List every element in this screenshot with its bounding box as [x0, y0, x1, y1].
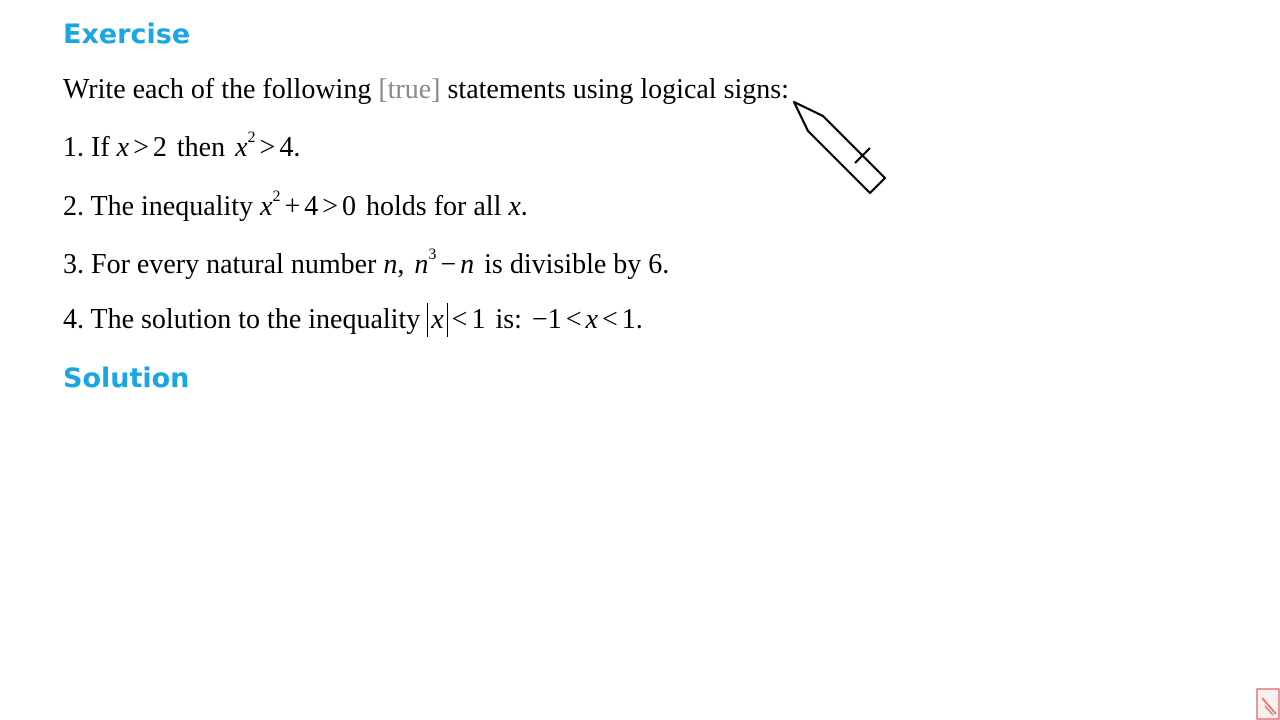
exponent: 2	[247, 128, 256, 146]
math-four: 4	[304, 191, 319, 222]
exponent: 2	[272, 187, 281, 205]
divisible-text: is divisible by 6.	[484, 249, 670, 280]
intro-text-start: Write each of the following	[63, 74, 379, 105]
greater-sign: >	[133, 132, 149, 163]
math-zero: 0	[342, 191, 357, 222]
less-sign: <	[451, 304, 468, 335]
exercise-heading: Exercise	[63, 19, 191, 50]
intro-statement	[63, 76, 789, 104]
math-n: n	[383, 249, 398, 280]
math-one: 1	[471, 304, 486, 335]
comma: ,	[397, 249, 405, 280]
exponent: 3	[428, 245, 437, 263]
absolute-value	[427, 303, 447, 337]
statement-3	[63, 245, 670, 280]
math-x: x	[508, 191, 521, 222]
pen-cursor-icon	[790, 98, 890, 198]
item-4-number: 4. The solution to the inequality	[63, 304, 428, 335]
math-one: 1	[621, 304, 636, 335]
math-two: 2	[152, 132, 167, 163]
math-four: 4	[279, 132, 294, 163]
greater-sign: >	[322, 191, 339, 222]
plus-sign: +	[284, 191, 301, 222]
math-x: x	[585, 304, 598, 335]
true-bracket-text: [true]	[378, 74, 441, 105]
item-1-number: 1. If	[63, 132, 117, 163]
math-n: n	[414, 249, 429, 280]
less-sign: <	[601, 304, 618, 335]
pen-tool-icon[interactable]	[1256, 688, 1280, 720]
period: .	[635, 304, 643, 335]
holds-text: holds for all	[366, 191, 509, 222]
less-sign: <	[565, 304, 582, 335]
math-x: x	[431, 304, 444, 335]
math-x: x	[116, 132, 130, 163]
statement-2	[63, 187, 528, 222]
minus-sign: −	[440, 249, 457, 280]
is-text: is:	[495, 304, 522, 335]
math-neg-one: −1	[531, 304, 562, 335]
item-3-number: 3. For every natural number	[63, 249, 384, 280]
statement-1	[63, 128, 301, 163]
solution-heading: Solution	[63, 363, 190, 394]
item-2-number: 2. The inequality	[63, 191, 260, 222]
greater-sign: >	[259, 132, 276, 163]
math-n: n	[460, 249, 475, 280]
then-word: then	[176, 132, 226, 163]
statement-4	[63, 303, 643, 337]
math-x: x	[260, 191, 273, 222]
intro-text-end: statements using logical signs:	[440, 74, 789, 105]
period: .	[520, 191, 528, 222]
math-x: x	[235, 132, 248, 163]
period: .	[293, 132, 301, 163]
